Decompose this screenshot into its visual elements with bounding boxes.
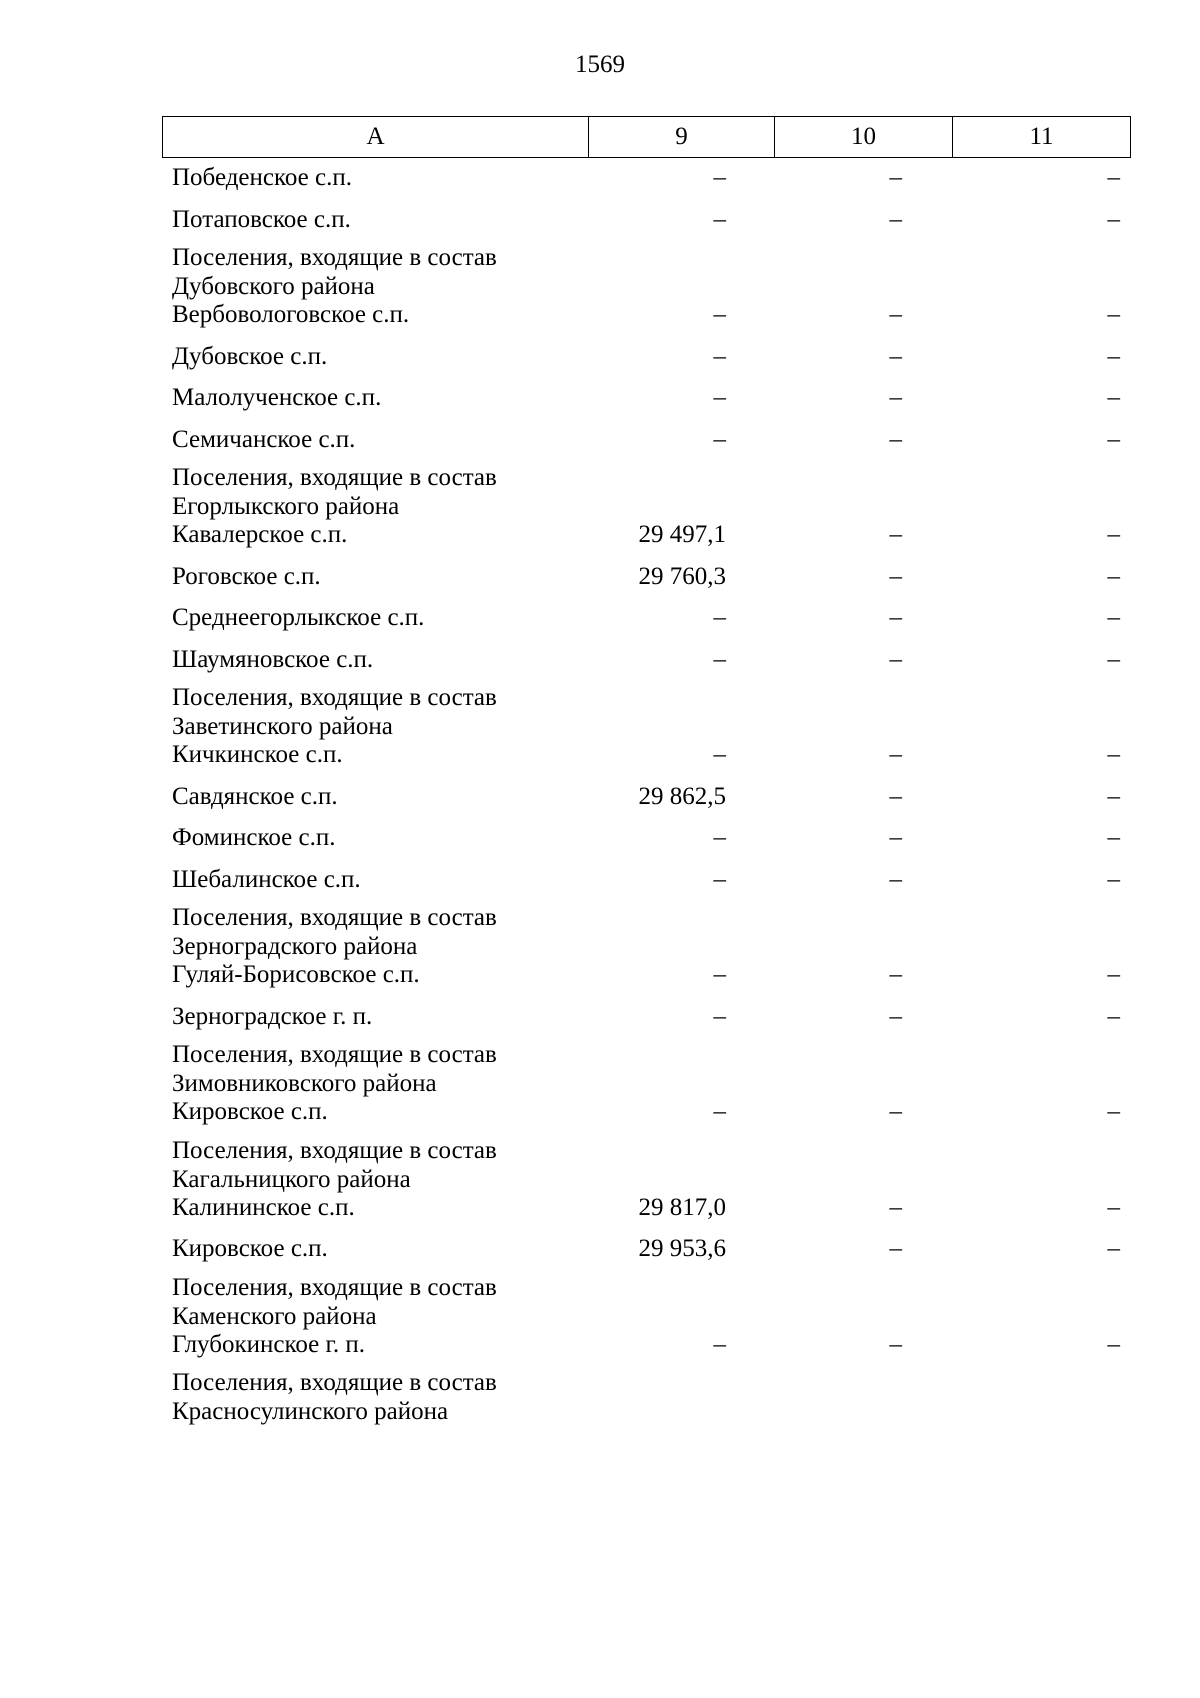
value-col-11: – [1107,562,1120,590]
settlement-name: Роговское с.п. [172,562,321,590]
group-header-line1: Поселения, входящие в состав [172,684,497,711]
group-header-row [162,1040,1128,1097]
group-header-label [172,463,602,521]
table-row [162,559,1128,601]
value-col-11: – [1107,164,1120,191]
value-col-11: – [1107,961,1120,988]
settlement-name: Шаумяновское с.п. [172,645,374,673]
value-col-11: – [1107,1235,1120,1262]
table-row [162,1327,1128,1369]
value-col-10: – [889,1193,902,1221]
value-col-10: – [889,1330,902,1358]
value-col-10: – [889,741,902,768]
value-col-9: – [713,645,726,673]
value-col-9: – [713,384,726,411]
value-col-11: – [1107,1193,1120,1221]
value-col-9: – [713,604,726,631]
group-header-label [172,1273,602,1331]
value-col-9: – [713,425,726,453]
table-row [162,957,1128,999]
table-row [162,1190,1128,1232]
group-header-line2: Красносулинского района [172,1398,449,1425]
value-col-11: – [1107,384,1120,411]
group-header-line1: Поселения, входящие в состав [172,244,497,271]
value-col-9: 29 760,3 [638,562,726,590]
table-header [162,116,1131,158]
header-cell-a: А [163,117,589,158]
value-col-11: – [1107,741,1120,768]
value-col-10: – [889,1002,902,1030]
value-col-9: – [713,961,726,988]
settlement-name: Кировское с.п. [172,1098,328,1125]
group-header-line1: Поселения, входящие в состав [172,1041,497,1068]
value-col-11: – [1107,1002,1120,1030]
group-header-line1: Поселения, входящие в состав [172,1273,497,1301]
value-col-9: – [713,1002,726,1030]
table-row [162,339,1128,381]
value-col-11: – [1107,342,1120,370]
group-header-row [162,903,1128,960]
header-cell-11: 11 [953,117,1131,158]
header-cell-10: 10 [775,117,953,158]
value-col-10: – [889,164,902,191]
value-col-10: – [889,562,902,590]
table-row [162,202,1128,244]
group-header-line2: Кагальницкого района [172,1165,411,1193]
value-col-11: – [1107,865,1120,893]
value-col-9: 29 953,6 [638,1235,726,1262]
group-header-line2: Егорлыкского района [172,493,400,520]
value-col-9: – [713,865,726,893]
header-row [163,117,1131,158]
table-row [162,862,1128,904]
table-row [162,160,1128,202]
header-cell-9: 9 [589,117,775,158]
value-col-10: – [889,824,902,851]
value-col-11: – [1107,205,1120,233]
value-col-11: – [1107,782,1120,810]
group-header-row [162,683,1128,740]
settlement-name: Глубокинское г. п. [172,1330,366,1358]
page-number: 1569 [575,51,625,78]
group-header-line1: Поселения, входящие в состав [172,904,497,931]
value-col-10: – [889,384,902,411]
value-col-11: – [1107,1098,1120,1125]
settlement-name: Вербовологовское с.п. [172,301,410,328]
group-header-line2: Каменского района [172,1302,377,1330]
group-header-label [172,683,602,741]
group-header-line2: Зимовниковского района [172,1070,437,1097]
settlement-name: Кавалерское с.п. [172,521,348,548]
value-col-11: – [1107,301,1120,328]
group-header-line2: Дубовского района [172,273,375,300]
table-row [162,999,1128,1041]
value-col-11: – [1107,604,1120,631]
settlement-name: Гуляй-Борисовское с.п. [172,961,420,988]
value-col-9: – [713,164,726,191]
value-col-9: – [713,205,726,233]
value-col-9: 29 817,0 [638,1193,726,1221]
settlement-name: Победенское с.п. [172,164,353,191]
table-row [162,820,1128,862]
group-header-row [162,243,1128,300]
table-row [162,422,1128,464]
value-col-11: – [1107,425,1120,453]
value-col-9: – [713,342,726,370]
value-col-10: – [889,865,902,893]
value-col-10: – [889,604,902,631]
value-col-10: – [889,1235,902,1262]
group-header-line2: Зерноградского района [172,933,418,960]
value-col-10: – [889,425,902,453]
value-col-10: – [889,205,902,233]
group-header-label [172,1368,602,1426]
settlement-name: Калининское с.п. [172,1193,355,1221]
value-col-10: – [889,521,902,548]
value-col-11: – [1107,521,1120,548]
value-col-9: – [713,1330,726,1358]
group-header-label [172,1136,602,1194]
value-col-10: – [889,1098,902,1125]
table-row [162,600,1128,642]
value-col-11: – [1107,1330,1120,1358]
value-col-10: – [889,782,902,810]
value-col-10: – [889,645,902,673]
settlement-name: Кировское с.п. [172,1235,328,1262]
value-col-10: – [889,961,902,988]
group-header-line1: Поселения, входящие в состав [172,464,497,491]
group-header-label [172,1040,602,1098]
group-header-row [162,463,1128,520]
value-col-10: – [889,342,902,370]
group-header-line2: Заветинского района [172,713,393,740]
settlement-name: Шебалинское с.п. [172,865,361,893]
table-row [162,1231,1128,1273]
value-col-9: – [713,301,726,328]
value-col-10: – [889,301,902,328]
value-col-9: – [713,824,726,851]
settlement-name: Кичкинское с.п. [172,741,343,768]
group-header-line1: Поселения, входящие в состав [172,1136,497,1164]
table-row [162,642,1128,684]
value-col-9: 29 497,1 [638,521,726,548]
table-row [162,297,1128,339]
settlement-name: Савдянское с.п. [172,782,338,810]
group-header-row [162,1368,1128,1425]
settlement-name: Дубовское с.п. [172,342,328,370]
value-col-11: – [1107,645,1120,673]
settlement-name: Среднеегорлыкское с.п. [172,604,425,631]
value-col-9: – [713,1098,726,1125]
value-col-9: 29 862,5 [638,782,726,810]
group-header-label [172,903,602,961]
settlement-name: Потаповское с.п. [172,205,351,233]
table-row [162,517,1128,559]
settlement-name: Семичанское с.п. [172,425,356,453]
value-col-9: – [713,741,726,768]
table-row [162,1094,1128,1136]
group-header-row [162,1136,1128,1193]
table-row [162,380,1128,422]
table-body [162,160,1128,1425]
settlement-name: Малолученское с.п. [172,384,382,411]
settlement-name: Зерноградское г. п. [172,1002,373,1030]
group-header-row [162,1273,1128,1330]
table-row [162,779,1128,821]
value-col-11: – [1107,824,1120,851]
group-header-line1: Поселения, входящие в состав [172,1369,497,1396]
settlement-name: Фоминское с.п. [172,824,336,851]
group-header-label [172,243,602,301]
table-row [162,737,1128,779]
